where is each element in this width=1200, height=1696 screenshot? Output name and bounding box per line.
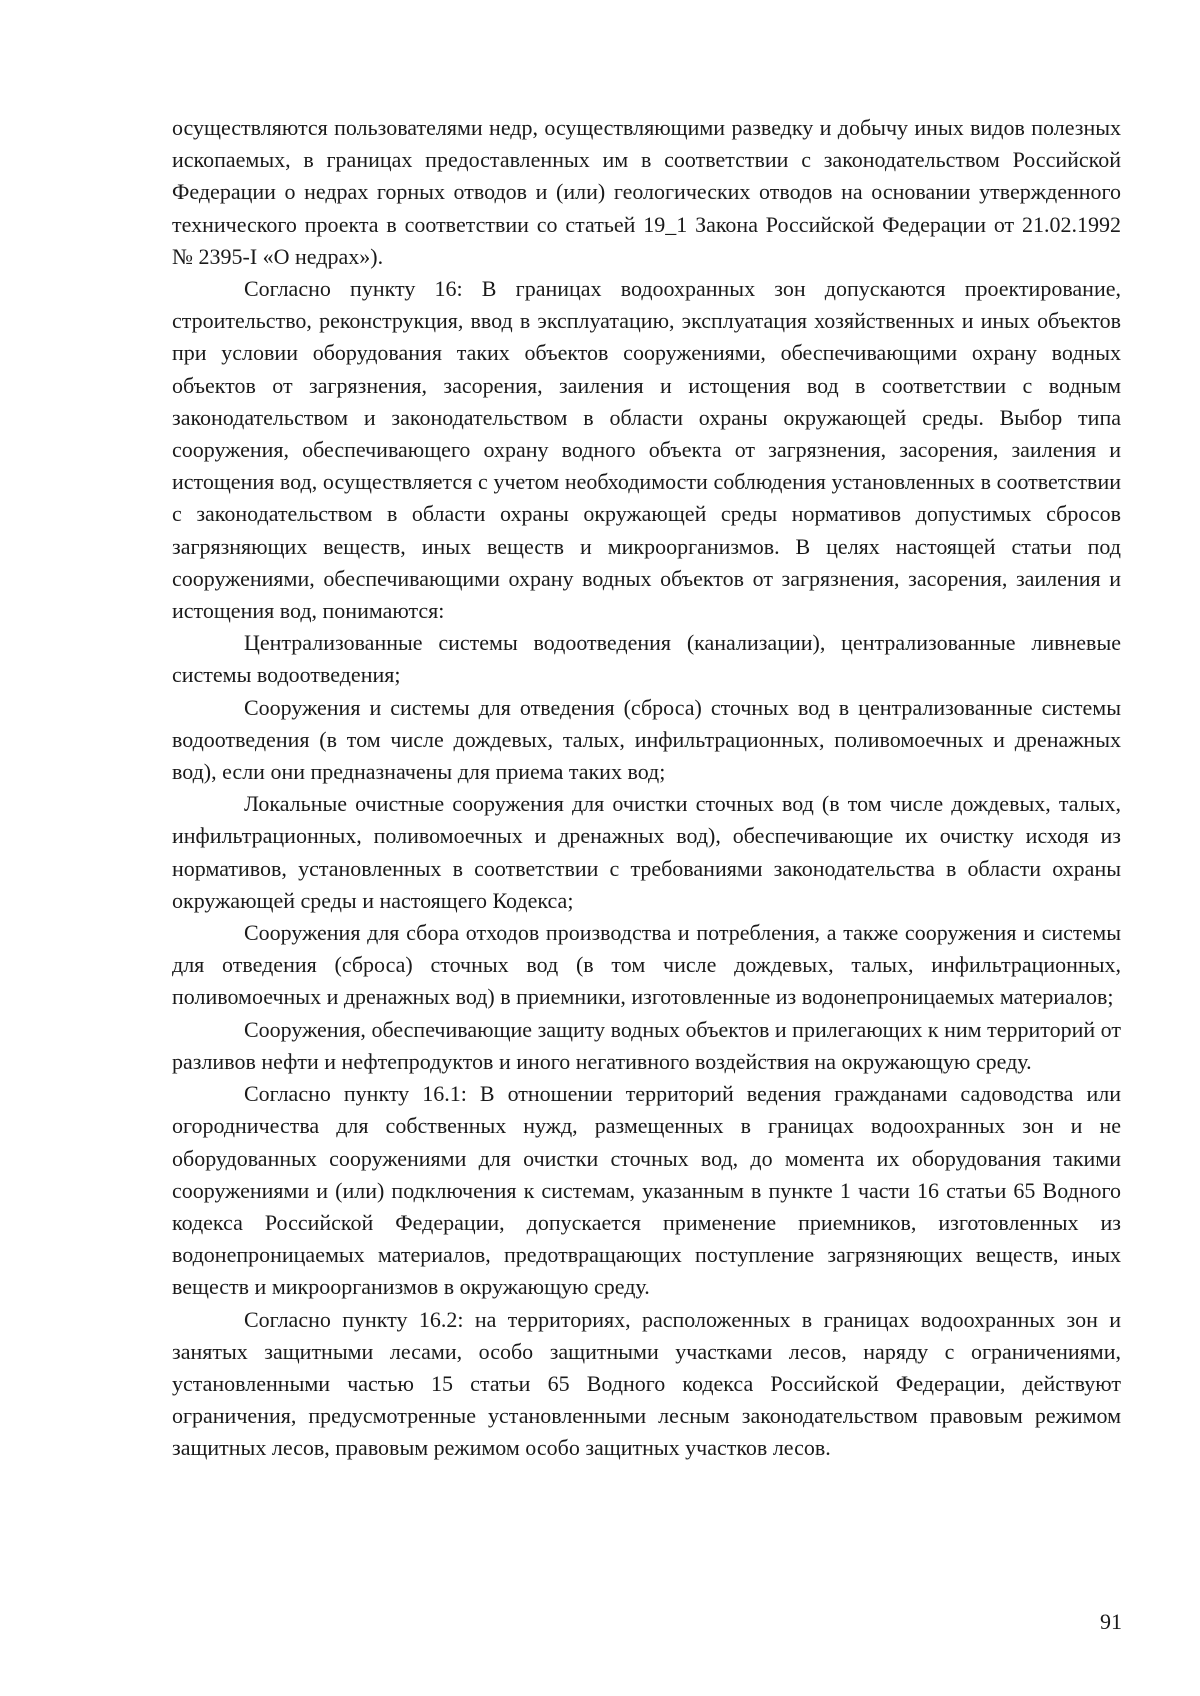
- paragraph-list-item-3: Локальные очистные сооружения для очистки сточных вод (в том числе дождевых, талых, инфильтрационных, поливомоечных и дренажных вод), обеспечивающие их очистку исходя из нормативов, установленных в соответствии с требованиями законодательства в области охраны окружающей среды и настоящего Кодекса;: [172, 791, 1121, 913]
- paragraph-clause-16: Согласно пункту 16: В границах водоохранных зон допускаются проектирование, строительство, реконструкция, ввод в эксплуатацию, эксплуатация хозяйственных и иных объектов при условии оборудования таких объектов сооружениями, обеспечивающими охрану водных объектов от загрязнения, засорения, заиления и истощения вод в соответствии с водным законодательством и законодательством в области охраны окружающей среды. Выбор типа сооружения, обеспечивающего охрану водного объекта от загрязнения, засорения, заиления и истощения вод, осуществляется с учетом необходимости соблюдения установленных в соответствии с законодательством в области охраны окружающей среды нормативов допустимых сбросов загрязняющих веществ, иных веществ и микроорганизмов. В целях настоящей статьи под сооружениями, обеспечивающими охрану водных объектов от загрязнения, засорения, заиления и истощения вод, понимаются:: [172, 276, 1121, 624]
- paragraph-continuation: осуществляются пользователями недр, осуществляющими разведку и добычу иных видов полезных ископаемых, в границах предоставленных им в соответствии с законодательством Российской Федерации о недрах горных отводов и (или) геологических отводов на основании утвержденного технического проекта в соответствии со статьей 19_1 Закона Российской Федерации от 21.02.1992 № 2395-I «О недрах»).: [172, 115, 1121, 269]
- paragraph-list-item-4: Сооружения для сбора отходов производства и потребления, а также сооружения и системы для отведения (сброса) сточных вод (в том числе дождевых, талых, инфильтрационных, поливомоечных и дренажных вод) в приемники, изготовленные из водонепроницаемых материалов;: [172, 920, 1121, 1010]
- body-text: [172, 112, 1121, 1465]
- paragraph-list-item-5: Сооружения, обеспечивающие защиту водных объектов и прилегающих к ним территорий от разливов нефти и нефтепродуктов и иного негативного воздействия на окружающую среду.: [172, 1016, 1121, 1074]
- page-number: 91: [1100, 1609, 1122, 1634]
- paragraph-list-item-1: Централизованные системы водоотведения (канализации), централизованные ливневые системы водоотведения;: [172, 630, 1121, 688]
- paragraph-clause-16-1: Согласно пункту 16.1: В отношении территорий ведения гражданами садоводства или огородничества для собственных нужд, размещенных в границах водоохранных зон и не оборудованных сооружениями для очистки сточных вод, до момента их оборудования такими сооружениями и (или) подключения к системам, указанным в пункте 1 части 16 статьи 65 Водного кодекса Российской Федерации, допускается применение приемников, изготовленных из водонепроницаемых материалов, предотвращающих поступление загрязняющих веществ, иных веществ и микроорганизмов в окружающую среду.: [172, 1081, 1121, 1300]
- paragraph-list-item-2: Сооружения и системы для отведения (сброса) сточных вод в централизованные системы водоотведения (в том числе дождевых, талых, инфильтрационных, поливомоечных и дренажных вод), если они предназначены для приема таких вод;: [172, 694, 1121, 785]
- paragraph-clause-16-2: Согласно пункту 16.2: на территориях, расположенных в границах водоохранных зон и занятых защитными лесами, особо защитными участками лесов, наряду с ограничениями, установленными частью 15 статьи 65 Водного кодекса Российской Федерации, действуют ограничения, предусмотренные установленными лесным законодательством правовым режимом защитных лесов, правовым режимом особо защитных участков лесов.: [172, 1306, 1121, 1461]
